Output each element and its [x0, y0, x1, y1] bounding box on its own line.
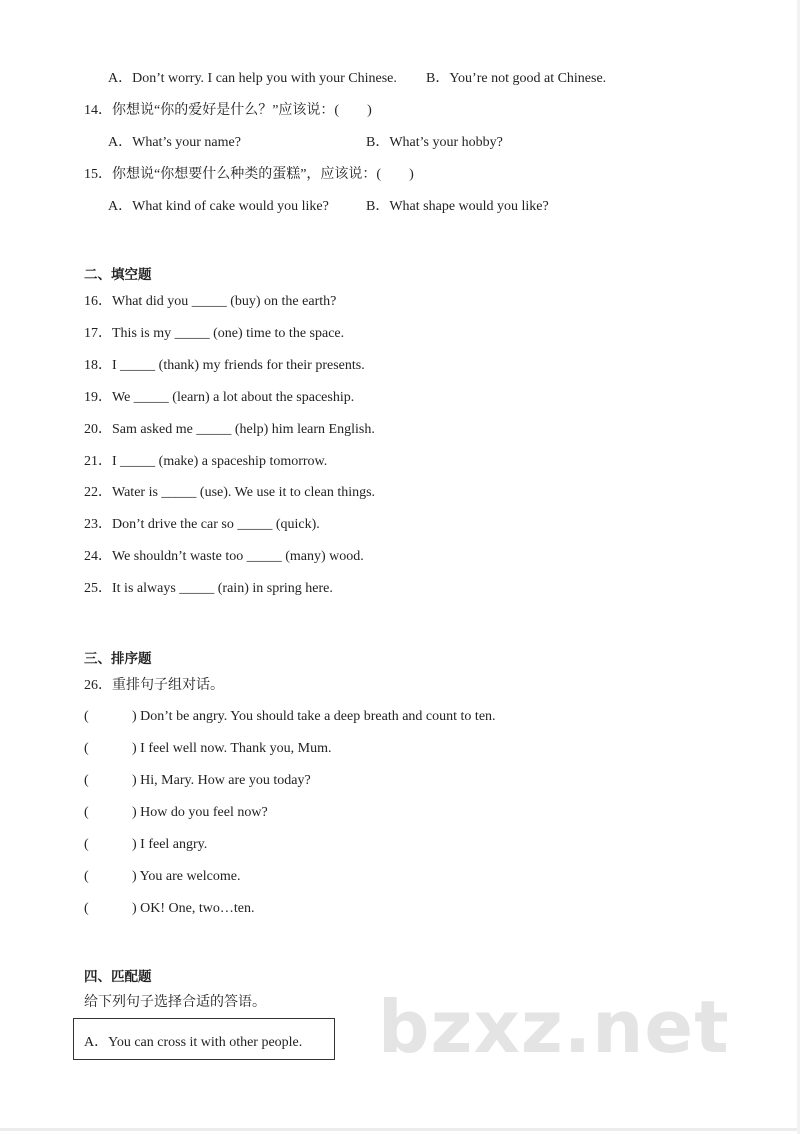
- blank-open-paren: (: [84, 869, 89, 884]
- blank-open-paren: (: [84, 837, 89, 852]
- item-number: 25．: [84, 581, 112, 597]
- section2-heading: 二、填空题: [84, 267, 152, 283]
- fill-blank-item: [84, 453, 327, 471]
- answer-option-box: [73, 1018, 335, 1060]
- fill-blank-item: [84, 293, 336, 311]
- item-text: I _____ (thank) my friends for their presents.: [112, 357, 365, 373]
- ordering-text: ) Hi, Mary. How are you today?: [132, 773, 311, 788]
- answer-option-a: A．You can cross it with other people.: [84, 1035, 303, 1050]
- item-text: Sam asked me _____ (help) him learn English.: [112, 421, 375, 437]
- blank-open-paren: (: [84, 709, 89, 724]
- item-text: I _____ (make) a spaceship tomorrow.: [112, 453, 328, 469]
- q15-stem: [84, 166, 414, 184]
- ordering-item: [84, 740, 331, 758]
- fill-blank-item: [84, 325, 344, 343]
- item-number: 23．: [84, 517, 112, 533]
- q26-stem: [84, 677, 224, 695]
- section3-heading: 三、排序题: [84, 651, 152, 667]
- q15-number: 15．: [84, 167, 112, 182]
- fill-blank-item: [84, 548, 364, 566]
- item-number: 22．: [84, 485, 112, 501]
- blank-open-paren: (: [84, 805, 89, 820]
- q15-option-b: B．What shape would you like?: [366, 199, 549, 214]
- bottom-divider: [0, 1128, 800, 1131]
- item-number: 19．: [84, 389, 112, 405]
- blank-open-paren: (: [84, 773, 89, 788]
- ordering-item: [84, 900, 254, 918]
- ordering-text: ) OK! One, two…ten.: [132, 901, 255, 916]
- item-text: Don’t drive the car so _____ (quick).: [112, 517, 320, 533]
- fill-blank-item: [84, 580, 333, 598]
- ordering-item: [84, 772, 311, 790]
- q14-option-b: B．What’s your hobby?: [366, 135, 503, 150]
- q13-options: [108, 70, 607, 88]
- ordering-item: [84, 804, 268, 822]
- item-text: This is my _____ (one) time to the space.: [112, 325, 345, 341]
- fill-blank-item: [84, 516, 320, 534]
- q15-options: [108, 198, 549, 216]
- ordering-text: ) Don’t be angry. You should take a deep breath and count to ten.: [132, 709, 496, 724]
- blank-open-paren: (: [84, 741, 89, 756]
- section4-heading: 四、匹配题: [84, 969, 152, 985]
- ordering-text: ) How do you feel now?: [132, 805, 268, 820]
- ordering-text: ) I feel well now. Thank you, Mum.: [132, 741, 332, 756]
- q13-option-a: A．Don’t worry. I can help you with your Chinese.: [108, 71, 397, 86]
- item-text: What did you _____ (buy) on the earth?: [112, 294, 337, 309]
- item-text: We shouldn’t waste too _____ (many) wood.: [112, 549, 364, 565]
- item-text: It is always _____ (rain) in spring here.: [112, 581, 333, 597]
- item-number: 16．: [84, 294, 112, 309]
- fill-blank-item: [84, 389, 354, 407]
- q15-text: 你想说“你想要什么种类的蛋糕”，应该说：( ): [112, 167, 414, 182]
- ordering-item: [84, 708, 496, 726]
- ordering-text: ) You are welcome.: [132, 869, 241, 884]
- item-number: 24．: [84, 549, 112, 565]
- fill-blank-item: [84, 421, 375, 439]
- item-number: 18．: [84, 357, 112, 373]
- item-number: 17．: [84, 325, 112, 341]
- ordering-text: ) I feel angry.: [132, 837, 208, 852]
- item-text: Water is _____ (use). We use it to clean things.: [112, 485, 376, 501]
- q14-stem: [84, 102, 372, 120]
- item-number: 21．: [84, 453, 112, 469]
- fill-blank-item: [84, 357, 365, 375]
- q26-number: 26．: [84, 678, 112, 693]
- section4-instruction: 给下列句子选择合适的答语。: [84, 995, 266, 1010]
- blank-open-paren: (: [84, 901, 89, 916]
- item-text: We _____ (learn) a lot about the spaceship.: [112, 389, 355, 405]
- q14-text: 你想说“你的爱好是什么？”应该说：( ): [112, 103, 372, 118]
- q14-options: [108, 134, 503, 152]
- q13-option-b: B．You’re not good at Chinese.: [426, 71, 607, 86]
- q26-text: 重排句子组对话。: [112, 678, 224, 693]
- ordering-item: [84, 836, 207, 854]
- ordering-item: [84, 868, 240, 886]
- q15-option-a: A．What kind of cake would you like?: [108, 199, 329, 214]
- item-number: 20．: [84, 421, 112, 437]
- watermark-logo: bzxz.net: [378, 985, 730, 1069]
- q14-number: 14．: [84, 103, 112, 118]
- q14-option-a: A．What’s your name?: [108, 135, 241, 150]
- fill-blank-item: [84, 484, 375, 502]
